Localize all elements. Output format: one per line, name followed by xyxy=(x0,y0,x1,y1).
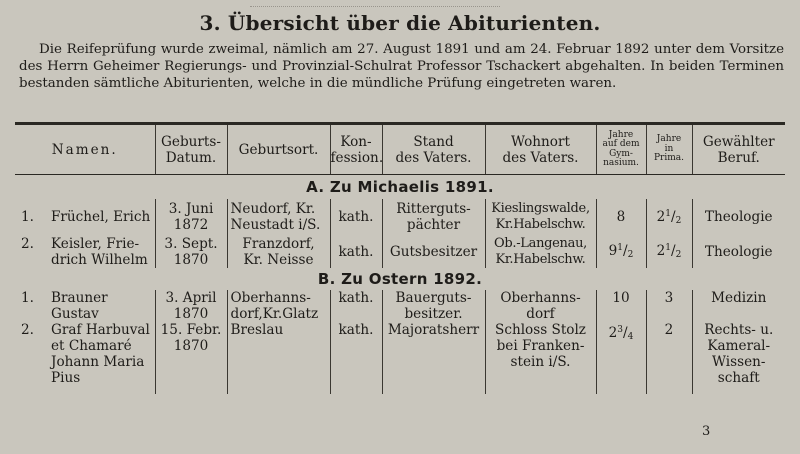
cell-jahre-gymnasium: 10 xyxy=(596,290,646,322)
header-namen: Namen. xyxy=(15,125,155,175)
header-wohnort: Wohnort des Vaters. xyxy=(485,125,596,175)
table-row xyxy=(15,199,785,235)
section-heading: 3. Übersicht über die Abiturienten. xyxy=(199,11,601,35)
header-jahre-prima: Jahre in Prima. xyxy=(646,125,692,175)
cell-jahre-prima: 2 xyxy=(646,322,692,394)
cell-stand: Bauerguts- besitzer. xyxy=(382,290,485,322)
table-row xyxy=(15,290,785,322)
cell-stand: Gutsbesitzer xyxy=(382,235,485,268)
section-title: A. Zu Michaelis 1891. xyxy=(306,178,494,196)
table-header-row xyxy=(15,125,785,175)
cell-wohnort: Kieslingswalde, Kr.Habelschw. xyxy=(485,199,596,235)
abiturienten-table xyxy=(15,122,785,394)
cell-date: 3. Sept. 1870 xyxy=(155,235,227,268)
cell-stand: Majoratsherr xyxy=(382,322,485,394)
cell-wohnort: Oberhanns- dorf xyxy=(485,290,596,322)
cell-konfession: kath. xyxy=(330,199,382,235)
cell-beruf: Rechts- u. Kameral- Wissen- schaft xyxy=(692,322,785,394)
cell-beruf: Medizin xyxy=(692,290,785,322)
header-geburts-datum: Geburts- Datum. xyxy=(155,125,227,175)
header-jahre-gymnasium: Jahre auf dem Gym- nasium. xyxy=(596,125,646,175)
cell-jahre-prima: $2^1/_2$ xyxy=(646,199,692,235)
cell-geburtsort: Oberhanns- dorf,Kr.Glatz xyxy=(227,290,330,322)
cell-beruf: Theologie xyxy=(692,235,785,268)
intro-text: Die Reifeprüfung wurde zweimal, nämlich am 27. August 1891 und am 24. Februar 1892 unter dem Vorsitze des Herrn Geheimer Regierungs- und Provinzial-Schulrat Professor Tschackert abgehalten. In beiden Terminen bestanden sämtliche Abiturienten, welche in die mündliche Prüfung eingetreten waren. xyxy=(19,42,784,91)
page-number: 3 xyxy=(702,424,711,439)
cell-jahre-prima: $2^1/_2$ xyxy=(646,235,692,268)
cell-wohnort: Ob.-Langenau, Kr.Habelschw. xyxy=(485,235,596,268)
cell-stand: Rittergutѕ- pächter xyxy=(382,199,485,235)
table-row xyxy=(15,322,785,394)
cell-name: 1. Brauner Gustav xyxy=(21,290,108,322)
cell-name: 2. Keisler, Frie- drich Wilhelm xyxy=(21,235,148,268)
section-title-row xyxy=(15,175,785,200)
cell-geburtsort: Franzdorf, Kr. Neisse xyxy=(227,235,330,268)
cell-date: 3. Juni 1872 xyxy=(155,199,227,235)
header-konfession: Kon- fession. xyxy=(330,125,382,175)
table-row xyxy=(15,235,785,268)
cell-geburtsort: Breslau xyxy=(227,322,330,394)
cell-beruf: Theologie xyxy=(692,199,785,235)
section-title-row xyxy=(15,268,785,290)
cell-konfession: kath. xyxy=(330,290,382,322)
section-title: B. Zu Ostern 1892. xyxy=(317,270,483,288)
header-geburtsort: Geburtsort. xyxy=(227,125,330,175)
intro-paragraph xyxy=(19,41,784,92)
cell-date: 3. April 1870 xyxy=(155,290,227,322)
cell-wohnort: Schloss Stolz bei Franken- stein i/S. xyxy=(485,322,596,394)
header-beruf: Gewählter Beruf. xyxy=(692,125,785,175)
header-stand: Stand des Vaters. xyxy=(382,125,485,175)
cell-name: 1. Früchel, Erich xyxy=(21,209,151,225)
cropped-previous-line xyxy=(250,0,500,7)
cell-date: 15. Febr. 1870 xyxy=(155,322,227,394)
cell-name: 2. Graf Harbuval et Chamaré Johann Maria Pius xyxy=(21,322,150,386)
cell-jahre-gymnasium: $2^3/_4$ xyxy=(596,322,646,394)
cell-geburtsort: Neudorf, Kr. Neustadt i/S. xyxy=(227,199,330,235)
cell-konfession: kath. xyxy=(330,235,382,268)
cell-jahre-gymnasium: $9^1/_2$ xyxy=(596,235,646,268)
cell-jahre-prima: 3 xyxy=(646,290,692,322)
cell-jahre-gymnasium: 8 xyxy=(596,199,646,235)
cell-konfession: kath. xyxy=(330,322,382,394)
